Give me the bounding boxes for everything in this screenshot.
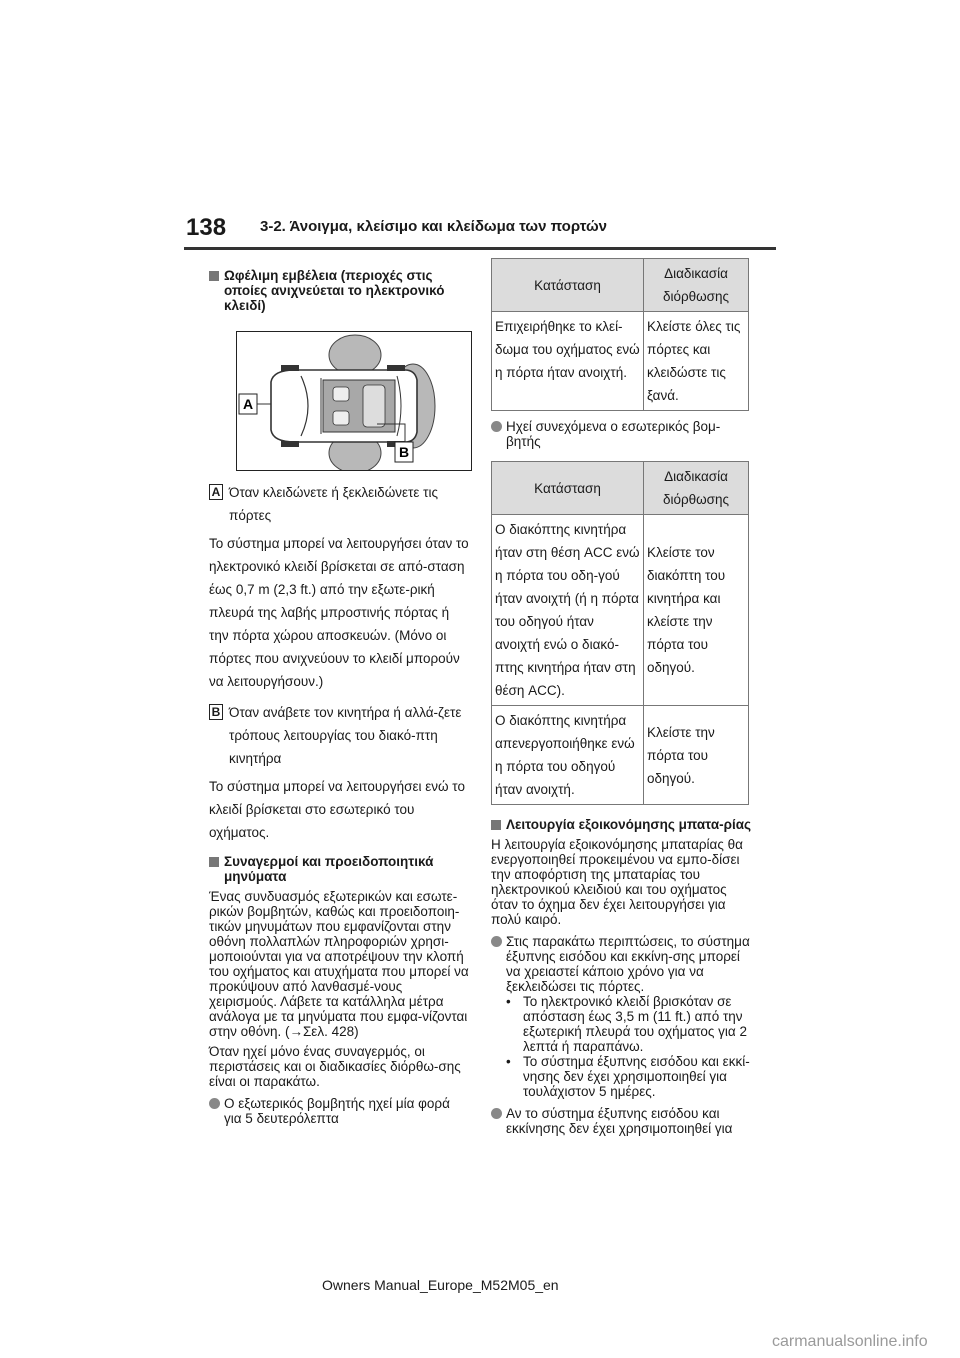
paragraph-range-exterior: Το σύστημα μπορεί να λειτουργήσει όταν το ηλεκτρονικό κλειδί βρίσκεται σε από-σταση έως 0,7 m (2,3 ft.) από την εξωτε-ρική πλευρά της λαβής μπροστινής πόρτας ή την πόρτα χώρου αποσκευών. (Μόνο οι πόρτες που ανιχνεύουν το κλειδί μπορούν να λειτουργήσουν.) <box>209 536 469 689</box>
page-number: 138 <box>186 214 227 241</box>
table1-header-procedure: Διαδικασία διόρθωσης <box>644 259 749 312</box>
right-column <box>491 258 753 1136</box>
car-detection-zones-illustration <box>237 332 471 470</box>
left-column <box>209 268 471 1126</box>
paragraph-range-interior: Το σύστημα μπορεί να λειτουργήσει ενώ το κλειδί βρίσκεται στο εσωτερικό του οχήματος. <box>209 779 465 840</box>
header-divider <box>184 247 776 250</box>
bullet-exterior-buzzer: Ο εξωτερικός βομβητής ηχεί μία φορά για 5 δευτερόλεπτα <box>209 1096 471 1126</box>
table-cell-procedure: Κλείστε όλες τις πόρτες και κλειδώστε τις ξανά. <box>644 312 749 411</box>
table-cell-state: Ο διακόπτης κινητήρα ήταν στη θέση ACC ενώ η πόρτα του οδη-γού ήταν ανοιχτή (ή η πόρτα του οδηγού ήταν ανοιχτή ενώ ο διακό-πτης κινητήρα ήταν στη θέση ACC). <box>492 515 644 706</box>
table2-header-state: Κατάσταση <box>492 462 644 515</box>
label-a-marker: A <box>209 484 223 500</box>
table-interior-buzzer <box>491 461 749 805</box>
table-cell-procedure: Κλείστε την πόρτα του οδηγού. <box>644 706 749 805</box>
table-cell-procedure: Κλείστε τον διακόπτη του κινητήρα και κλείστε την πόρτα του οδηγού. <box>644 515 749 706</box>
watermark: carmanualsonline.info <box>772 1333 928 1350</box>
bullet-unlock-delay: Στις παρακάτω περιπτώσεις, το σύστημα έξυπνης εισόδου και εκκίνη-σης μπορεί να χρειαστεί κάποιο χρόνο για να ξεκλειδώσει τις πόρτες. <box>491 934 753 994</box>
dash-item-unused-days: • Το σύστημα έξυπνης εισόδου και εκκί-νησης δεν έχει χρησιμοποιηθεί για τουλάχιστον 5 ημέρες. <box>506 1054 750 1099</box>
heading-effective-range: Ωφέλιμη εμβέλεια (περιοχές στις οποίες ανιχνεύεται το ηλεκτρονικό κλειδί) <box>209 268 471 313</box>
heading-battery-saving: Λειτουργία εξοικονόμησης μπατα-ρίας <box>491 817 753 832</box>
table-row <box>492 312 749 411</box>
label-b: B <box>398 444 410 460</box>
paragraph-battery-saving: Η λειτουργία εξοικονόμησης μπαταρίας θα ενεργοποιηθεί προκειμένου να εμπο-δίσει την αποφόρτιση της μπαταρίας του ηλεκτρονικού κλειδιού και του οχήματος όταν το όχημα δεν έχει λειτουργήσει για πολύ καιρό. <box>491 837 743 927</box>
item-a: A Όταν κλειδώνετε ή ξεκλειδώνετε τις πόρτες <box>209 481 471 527</box>
table-row <box>492 706 749 805</box>
square-bullet-icon <box>491 820 501 830</box>
section-title: 3-2. Άνοιγμα, κλείσιμο και κλείδωμα των πορτών <box>260 218 607 235</box>
table-row <box>492 515 749 706</box>
square-bullet-icon <box>209 271 219 281</box>
heading-alarms: Συναγερμοί και προειδοποιητικά μηνύματα <box>209 854 471 884</box>
label-a: A <box>242 396 254 412</box>
square-bullet-icon <box>209 857 219 867</box>
table-exterior-buzzer <box>491 258 749 411</box>
item-b: B Όταν ανάβετε τον κινητήρα ή αλλά-ζετε τρόπους λειτουργίας του διακό-πτη κινητήρα <box>209 701 471 770</box>
dash-item-key-distance: • Το ηλεκτρονικό κλειδί βρισκόταν σε απόσταση έως 3,5 m (11 ft.) από την εξωτερική πλευρά του οχήματος για 2 λεπτά ή παραπάνω. <box>506 994 747 1054</box>
paragraph-single-alarm: Όταν ηχεί μόνο ένας συναγερμός, οι περιστάσεις και οι διαδικασίες διόρθω-σης είναι οι παρακάτω. <box>209 1044 461 1089</box>
bullet-system-unused: Αν το σύστημα έξυπνης εισόδου και εκκίνησης δεν έχει χρησιμοποιηθεί για <box>491 1106 753 1136</box>
label-b-marker: B <box>209 704 223 720</box>
footer-manual-id: Owners Manual_Europe_M52M05_en <box>322 1277 559 1293</box>
range-diagram <box>236 331 472 471</box>
table1-header-state: Κατάσταση <box>492 259 644 312</box>
round-bullet-icon <box>491 421 502 432</box>
round-bullet-icon <box>209 1098 220 1109</box>
table-cell-state: Επιχειρήθηκε το κλεί-δωμα του οχήματος ενώ η πόρτα ήταν ανοιχτή. <box>492 312 644 411</box>
paragraph-alarms: Ένας συνδυασμός εξωτερικών και εσωτε-ρικών βομβητών, καθώς και προειδοποιη-τικών μηνυμάτων που εμφανίζονται στην οθόνη πολλαπλών πληροφοριών χρησι-μοποιούνται για να αποτρέψουν την κλοπή του οχήματος και ατυχήματα που μπορεί να προκύψουν από λανθασμέ-νους χειρισμούς. Λάβετε τα κατάλληλα μέτρα ανάλογα με τα μηνύματα που εμφα-νίζονται στην οθόνη. (→Σελ. 428) <box>209 889 469 1039</box>
round-bullet-icon <box>491 936 502 947</box>
zone-front-left-door <box>329 335 381 375</box>
bullet-interior-buzzer: Ηχεί συνεχόμενα ο εσωτερικός βομ-βητής <box>491 419 753 449</box>
table2-header-procedure: Διαδικασία διόρθωσης <box>644 462 749 515</box>
round-bullet-icon <box>491 1108 502 1119</box>
table-cell-state: Ο διακόπτης κινητήρα απενεργοποιήθηκε ενώ η πόρτα του οδηγού ήταν ανοιχτή. <box>492 706 644 805</box>
